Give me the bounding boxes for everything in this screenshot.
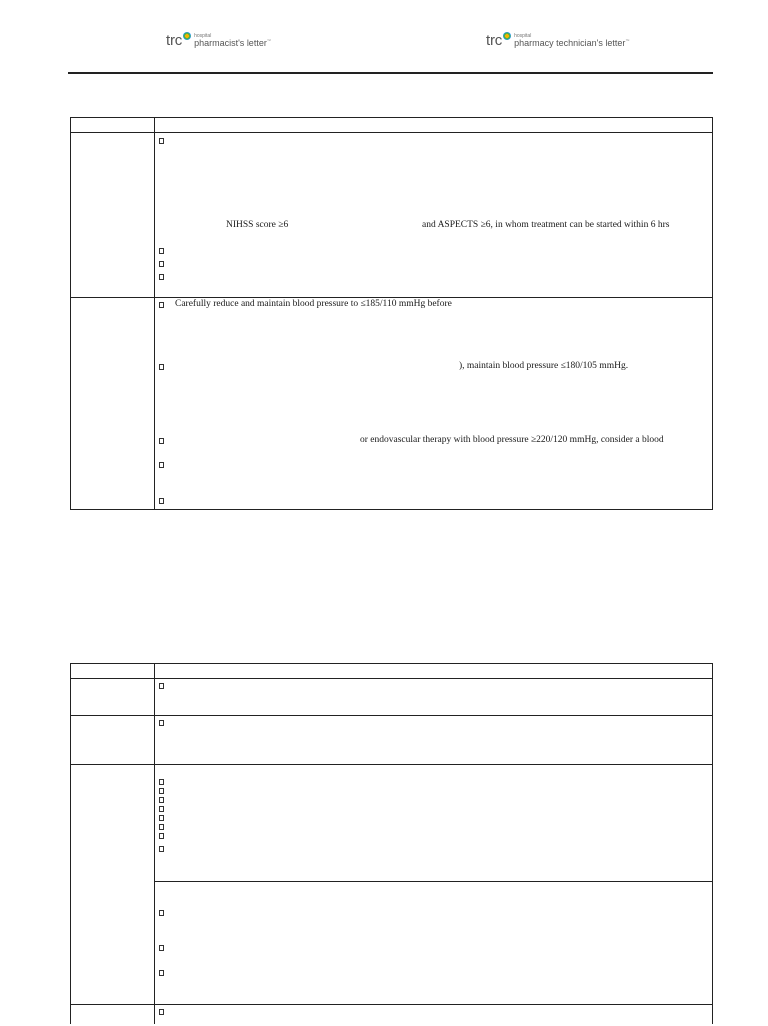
- table-header-row: [71, 664, 712, 678]
- sub-row-divider: [155, 881, 712, 882]
- bullet-icon: [159, 797, 164, 803]
- bullet-icon: [159, 498, 164, 504]
- bullet-icon: [159, 945, 164, 951]
- logo-brand: trc: [166, 32, 183, 49]
- table-row: [71, 1004, 712, 1026]
- bullet-icon: [159, 806, 164, 812]
- bullet-icon: [159, 788, 164, 794]
- table-row: [71, 764, 712, 1005]
- row-text-part: NIHSS score: [226, 220, 279, 230]
- table-1: [70, 117, 713, 510]
- bullet-icon: [159, 824, 164, 830]
- bullet-icon: [159, 779, 164, 785]
- table-row: [71, 132, 712, 298]
- row-text: or endovascular therapy with blood pressure ≥220/120 mmHg, consider a blood: [360, 435, 664, 445]
- bullet-icon: [159, 248, 164, 254]
- bullet-icon: [159, 138, 164, 144]
- logo-small-text: hospital: [194, 32, 212, 39]
- bullet-icon: [159, 833, 164, 839]
- bullet-icon: [159, 846, 164, 852]
- row-text: ), maintain blood pressure ≤180/105 mmHg.: [459, 361, 629, 371]
- row-text: and ASPECTS ≥6, in whom treatment can be started within 6 hrs: [422, 220, 670, 230]
- bullet-icon: [159, 910, 164, 916]
- hospital-pharmacists-letter-logo: [166, 32, 271, 49]
- logo-main-text: [514, 39, 629, 48]
- header-rule: [68, 72, 713, 74]
- bullet-icon: [159, 438, 164, 444]
- trademark: ™: [266, 37, 271, 43]
- bullet-icon: [159, 302, 164, 308]
- bullet-icon: [159, 261, 164, 267]
- logo-burst-icon: [183, 32, 191, 40]
- bullet-icon: [159, 815, 164, 821]
- logo-burst-icon: [503, 32, 511, 40]
- bullet-icon: [159, 462, 164, 468]
- bullet-icon: [159, 1009, 164, 1015]
- row-text: Carefully reduce and maintain blood pressure to ≤185/110 mmHg before: [175, 299, 452, 309]
- logo-brand: trc: [486, 32, 503, 49]
- hospital-pharmacy-technicians-letter-logo: [486, 32, 629, 49]
- row-text: [226, 220, 288, 230]
- logo-small-text: hospital: [514, 32, 532, 39]
- logo-main-text: [194, 39, 271, 48]
- logo-main-label: pharmacy technician's letter: [514, 37, 626, 48]
- bullet-icon: [159, 683, 164, 689]
- logo-main-label: pharmacist's letter: [194, 37, 267, 48]
- logo-words: [514, 34, 629, 48]
- row-text-part: ≥6: [278, 220, 289, 230]
- table-row: [71, 715, 712, 765]
- bullet-icon: [159, 274, 164, 280]
- bullet-icon: [159, 720, 164, 726]
- bullet-icon: [159, 970, 164, 976]
- table-row: [71, 678, 712, 716]
- bullet-icon: [159, 364, 164, 370]
- logo-words: [194, 34, 271, 48]
- table-2: [70, 663, 713, 1024]
- table-header-row: [71, 118, 712, 132]
- table-row: [71, 297, 712, 511]
- trademark: ™: [625, 37, 630, 43]
